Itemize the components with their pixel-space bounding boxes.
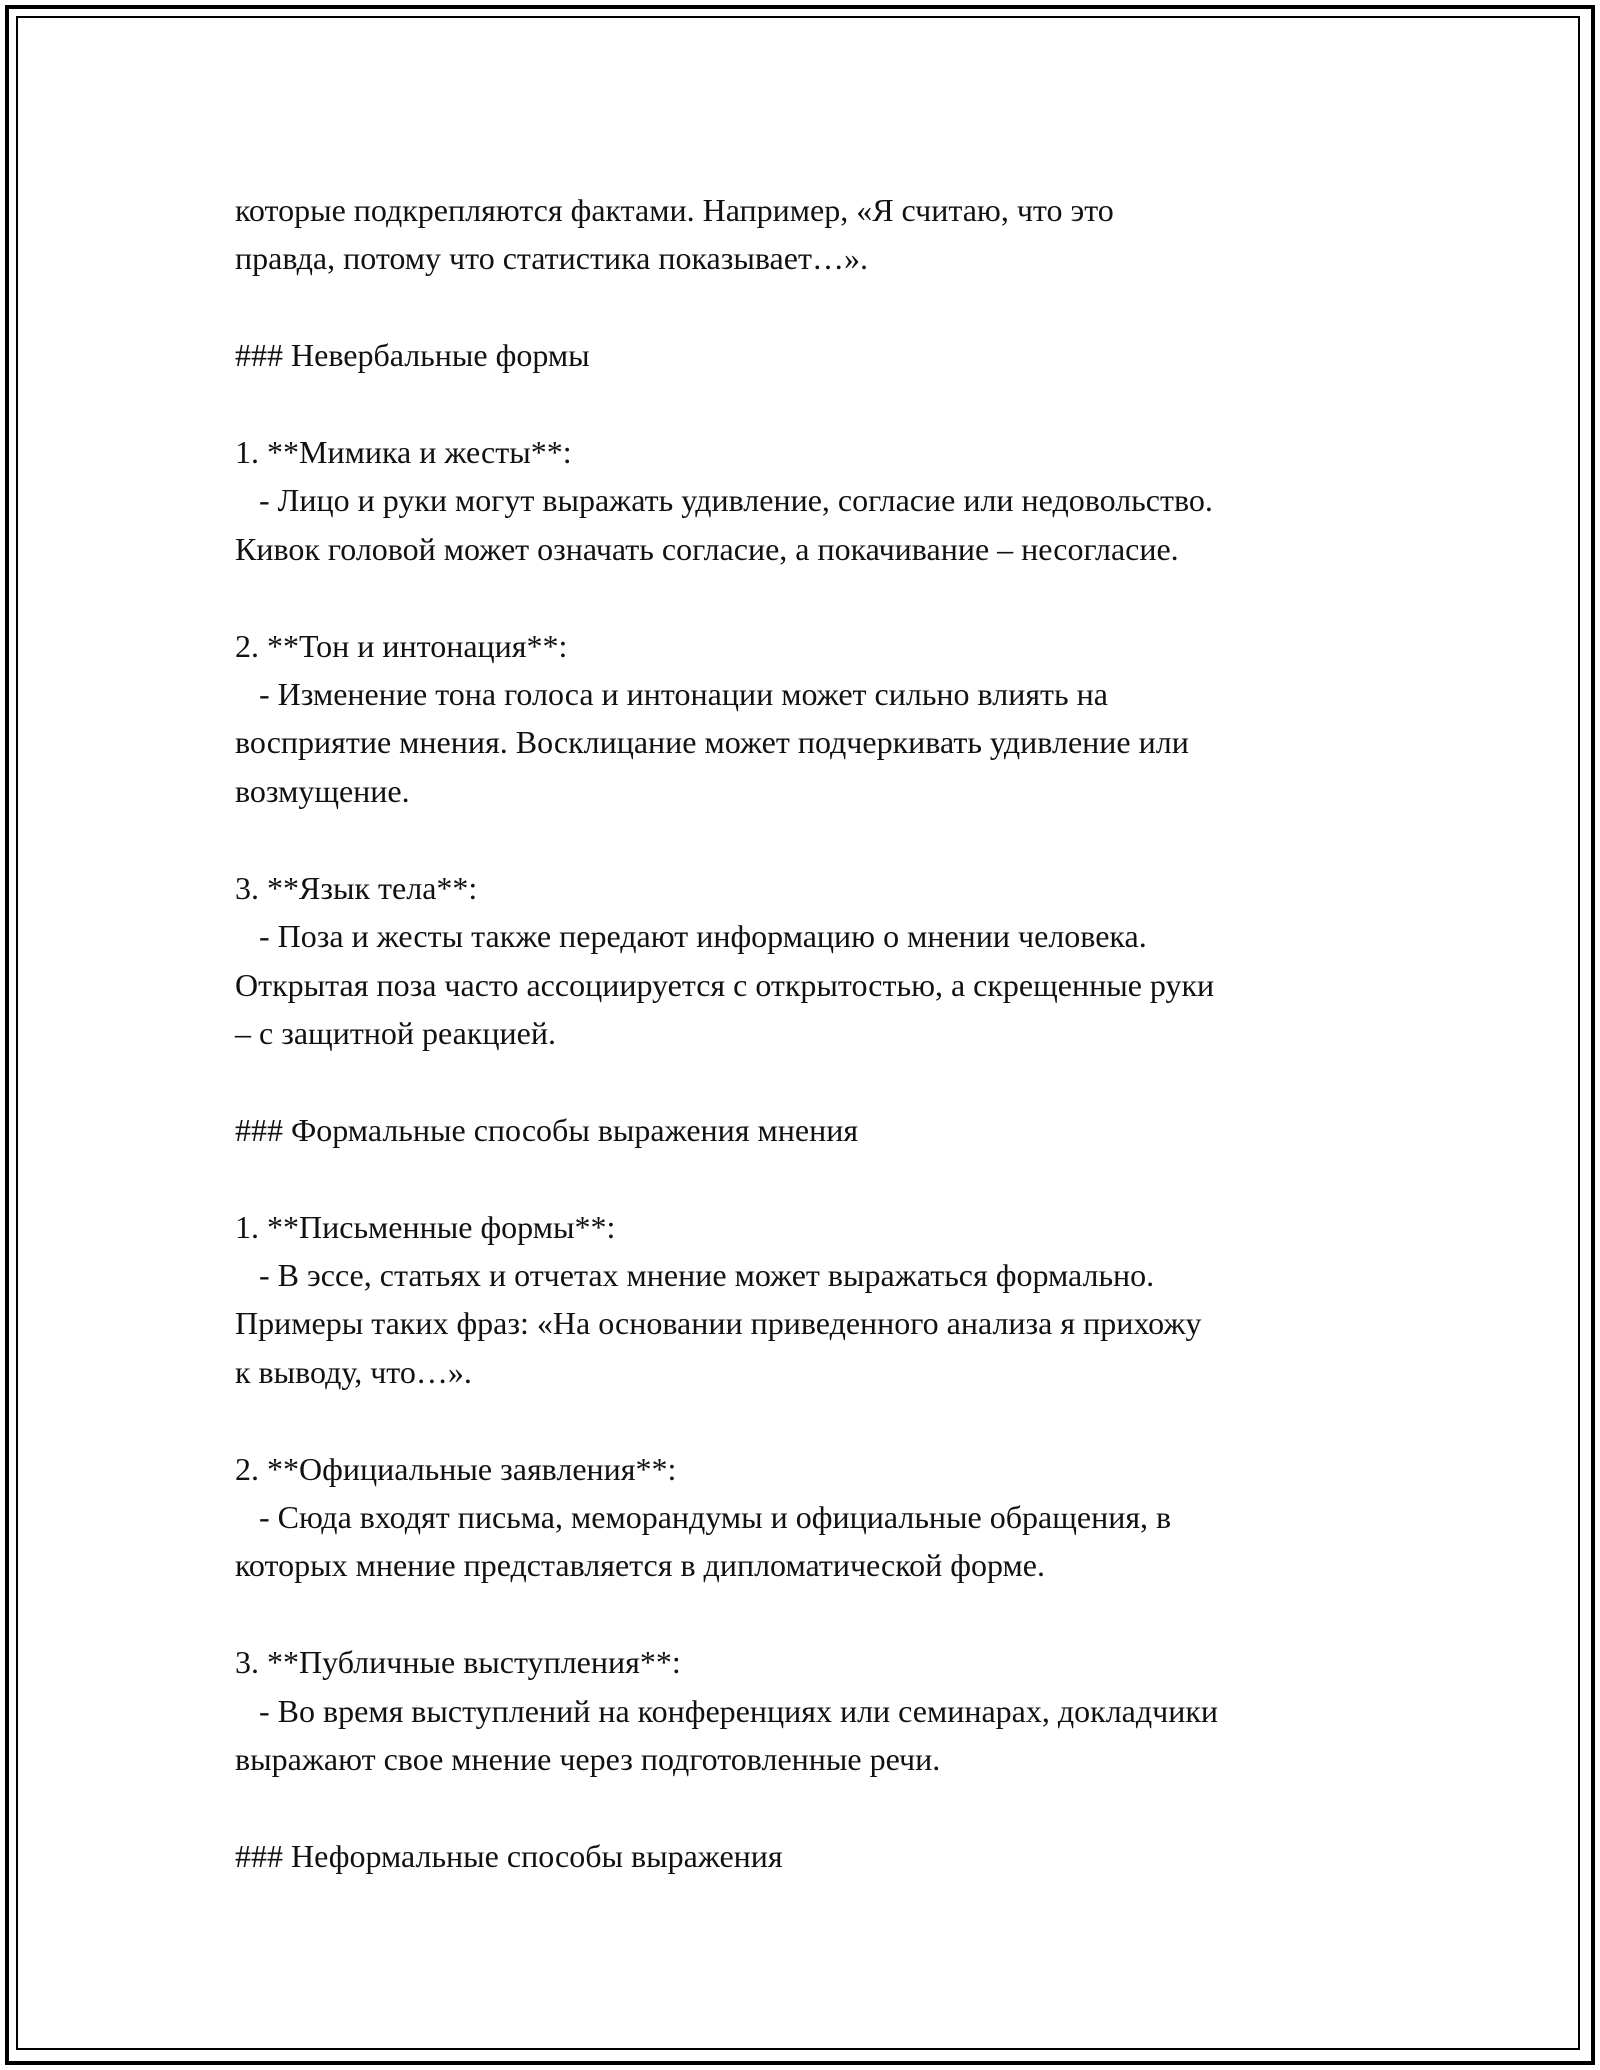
blank-line <box>235 283 1395 331</box>
text-line: - Изменение тона голоса и интонации может сильно влиять на <box>235 676 1108 713</box>
list-item-title: 2. **Тон и интонация**: <box>235 627 568 664</box>
text-line: Кивок головой может означать согласие, а покачивание – несогласие. <box>235 530 1179 567</box>
text-line: – с защитной реакцией. <box>235 1014 556 1051</box>
list-item-title: 2. **Официальные заявления**: <box>235 1450 677 1487</box>
text-line: выражают свое мнение через подготовленные речи. <box>235 1741 941 1777</box>
list-item-title: 1. **Мимика и жесты**: <box>235 434 572 471</box>
list-item-title: 3. **Публичные выступления**: <box>235 1644 681 1681</box>
text-line: восприятие мнения. Восклицание может подчеркивать удивление или <box>235 724 1189 761</box>
list-item-title: 3. **Язык тела**: <box>235 869 478 906</box>
text-line: которые подкрепляются фактами. Например, «Я считаю, что это <box>235 192 1114 228</box>
blank-line <box>235 815 1395 863</box>
list-item-title: 1. **Письменные формы**: <box>235 1208 616 1245</box>
text-line: возмущение. <box>235 772 410 809</box>
text-line: к выводу, что…». <box>235 1353 472 1390</box>
blank-line <box>235 380 1395 428</box>
section-heading: ### Невербальные формы <box>235 337 590 374</box>
text-line: Примеры таких фраз: «На основании приведенного анализа я прихожу <box>235 1305 1202 1342</box>
document-body <box>235 186 1395 1880</box>
blank-line <box>235 1154 1395 1202</box>
text-line: Открытая поза часто ассоциируется с открытостью, а скрещенные руки <box>235 966 1215 1003</box>
blank-line <box>235 573 1395 621</box>
text-line: правда, потому что статистика показывает…». <box>235 240 868 277</box>
blank-line <box>235 1057 1395 1105</box>
section-heading: ### Неформальные способы выражения <box>235 1837 783 1874</box>
blank-line <box>235 1783 1395 1831</box>
text-line: - Во время выступлений на конференциях или семинарах, докладчики <box>235 1692 1219 1729</box>
text-line: - Сюда входят письма, меморандумы и официальные обращения, в <box>235 1498 1172 1535</box>
text-line: - Поза и жесты также передают информацию о мнении человека. <box>235 918 1147 955</box>
blank-line <box>235 1396 1395 1444</box>
text-line: - В эссе, статьях и отчетах мнение может выражаться формально. <box>235 1256 1155 1293</box>
text-line: - Лицо и руки могут выражать удивление, согласие или недовольство. <box>235 482 1213 519</box>
section-heading: ### Формальные способы выражения мнения <box>235 1111 859 1148</box>
blank-line <box>235 1590 1395 1638</box>
text-line: которых мнение представляется в дипломатической форме. <box>235 1547 1045 1584</box>
